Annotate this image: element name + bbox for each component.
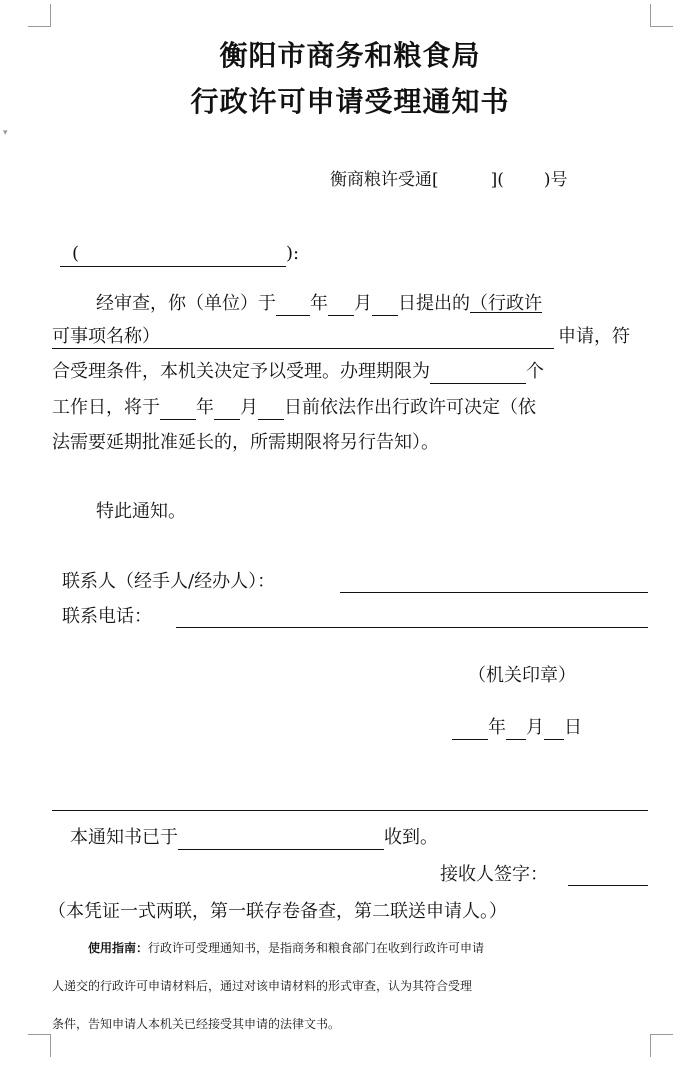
contact-person-field[interactable] — [340, 592, 648, 593]
body-text: 个 — [526, 361, 544, 382]
page-corner-mark — [28, 1034, 51, 1057]
section-divider — [52, 810, 648, 811]
document-title-line1: 衡阳市商务和粮食局 — [219, 39, 481, 72]
year-blank — [276, 295, 310, 316]
page-corner-mark — [650, 4, 673, 27]
day-blank — [258, 399, 284, 420]
date-line — [452, 716, 582, 740]
year-label: 年 — [196, 397, 214, 418]
addressee-open-paren: ( — [72, 243, 80, 264]
day-label: 日 — [564, 717, 582, 738]
body-line-4 — [52, 396, 536, 420]
processing-days-blank — [430, 363, 526, 384]
receipt-line — [70, 826, 438, 850]
seal-text: （机关印章） — [468, 665, 576, 686]
document-number — [330, 168, 568, 192]
year-label: 年 — [310, 293, 328, 314]
contact-person-label: 联系人（经手人/经办人）： — [62, 571, 276, 592]
day-blank — [544, 719, 564, 740]
usage-guide-line2: 人递交的行政许可申请材料后，通过对该申请材料的形式审查，认为其符合受理 — [52, 979, 473, 993]
body-text: 合受理条件，本机关决定予以受理。办理期限为 — [52, 361, 430, 382]
body-line-1 — [96, 292, 542, 316]
body-text: 经审查，你（单位）于 — [96, 293, 276, 314]
receipt-text: 本通知书已于 — [70, 827, 178, 848]
body-text: 工作日，将于 — [52, 397, 160, 418]
body-text: 日前依法作出行政许可决定（依 — [284, 397, 536, 418]
usage-guide-line1 — [88, 936, 484, 960]
month-blank — [328, 295, 354, 316]
permit-item-name-cont: 可事项名称） — [52, 326, 160, 347]
year-label: 年 — [488, 717, 506, 738]
month-label: 月 — [240, 397, 258, 418]
addressee-close-paren: ): — [286, 243, 300, 264]
margin-marker-icon: ▾ — [3, 128, 8, 138]
doc-number-prefix: 衡商粮许受通[ — [330, 170, 439, 190]
permit-item-name: （行政许 — [470, 293, 542, 314]
receiver-sign-label: 接收人签字： — [440, 864, 548, 885]
document-title-line2: 行政许可申请受理通知书 — [190, 85, 510, 118]
day-blank — [372, 295, 398, 316]
year-blank — [160, 399, 196, 420]
contact-phone-label: 联系电话： — [62, 606, 152, 627]
body-line-3 — [52, 360, 544, 384]
receipt-text: 收到。 — [384, 827, 438, 848]
receiver-sign-field[interactable] — [568, 885, 648, 886]
voucher-note: （本凭证一式两联，第一联存卷备查，第二联送申请人。） — [48, 901, 507, 922]
doc-number-mid: ]( — [490, 170, 504, 190]
contact-phone-field[interactable] — [176, 627, 648, 628]
year-blank — [452, 719, 488, 740]
body-text: 申请，符 — [558, 326, 630, 347]
month-blank — [214, 399, 240, 420]
usage-guide-text: 行政许可受理通知书，是指商务和粮食部门在收到行政许可申请 — [148, 941, 485, 955]
page-corner-mark — [650, 1034, 673, 1057]
addressee-underline — [60, 266, 286, 267]
receipt-date-field[interactable] — [178, 829, 384, 850]
body-text: 日提出的 — [398, 293, 470, 314]
usage-guide-line3: 条件，告知申请人本机关已经接受其申请的法律文书。 — [52, 1017, 341, 1031]
usage-guide-label: 使用指南： — [88, 941, 149, 955]
doc-number-suffix: )号 — [543, 170, 568, 190]
notice-text: 特此通知。 — [96, 501, 186, 522]
body-line-5: 法需要延期批准延长的，所需期限将另行告知）。 — [52, 432, 439, 453]
month-label: 月 — [526, 717, 544, 738]
page-corner-mark — [28, 4, 51, 27]
month-blank — [506, 719, 526, 740]
month-label: 月 — [354, 293, 372, 314]
